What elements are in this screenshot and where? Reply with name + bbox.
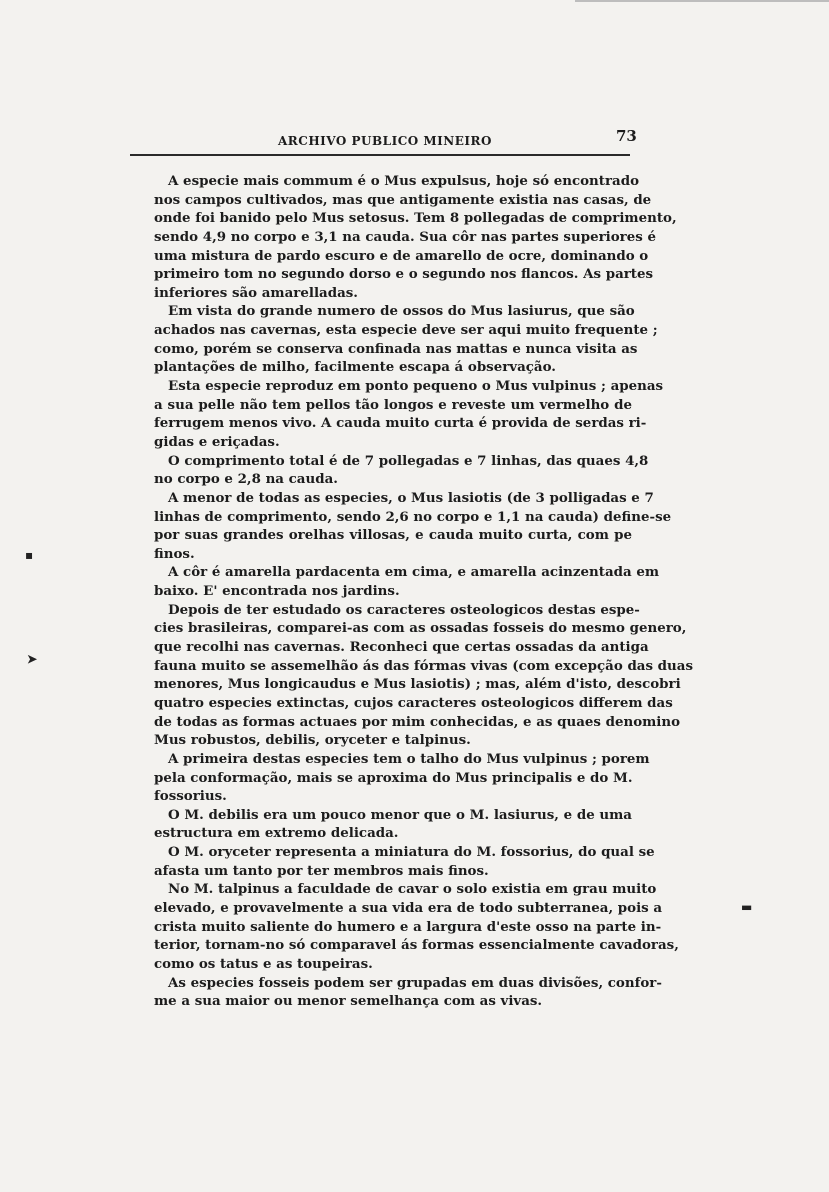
- text-line: plantações de milho, facilmente escapa á observação.: [154, 359, 556, 376]
- text-line: achados nas cavernas, esta especie deve ser aqui muito frequente ;: [154, 322, 658, 339]
- margin-dash-mark: ▬: [741, 900, 753, 914]
- text-line: fossorius.: [154, 788, 227, 805]
- text-line: O comprimento total é de 7 pollegadas e 7 linhas, das quaes 4,8: [168, 452, 649, 469]
- text-line: pela conformação, mais se aproxima do Mus principalis e do M.: [154, 769, 633, 786]
- text-line: O M. debilis era um pouco menor que o M. lasiurus, e de uma: [168, 806, 632, 823]
- text-line: sendo 4,9 no corpo e 3,1 na cauda. Sua côr nas partes superiores é: [154, 228, 656, 245]
- text-line: Depois de ter estudado os caracteres osteologicos destas espe-: [168, 601, 640, 618]
- running-title: ARCHIVO PUBLICO MINEIRO: [278, 134, 492, 148]
- text-line: Esta especie reproduz em ponto pequeno o Mus vulpinus ; apenas: [168, 378, 664, 395]
- text-line: Mus robustos, debilis, oryceter e talpinus.: [154, 732, 471, 749]
- text-line: elevado, e provavelmente a sua vida era de todo subterranea, pois a: [154, 899, 663, 916]
- text-line: inferiores são amarelladas.: [154, 284, 358, 301]
- text-line: como os tatus e as toupeiras.: [154, 955, 373, 972]
- text-line: por suas grandes orelhas villosas, e cauda muito curta, com pe: [154, 527, 632, 544]
- scan-edge-line: [575, 0, 829, 2]
- text-line: baixo. E' encontrada nos jardins.: [154, 583, 400, 600]
- text-line: primeiro tom no segundo dorso e o segundo nos flancos. As partes: [154, 266, 654, 283]
- text-line: onde foi banido pelo Mus setosus. Tem 8 pollegadas de comprimento,: [154, 210, 677, 227]
- text-line: fauna muito se assemelhão ás das fórmas vivas (com excepção das duas: [154, 657, 693, 674]
- text-line: cies brasileiras, comparei-as com as ossadas fosseis do mesmo genero,: [154, 620, 687, 637]
- text-line: finos.: [154, 545, 195, 562]
- text-line: A menor de todas as especies, o Mus lasiotis (de 3 polligadas e 7: [168, 489, 654, 506]
- text-line: No M. talpinus a faculdade de cavar o solo existia em grau muito: [168, 881, 657, 898]
- text-line: ferrugem menos vivo. A cauda muito curta é provida de serdas ri-: [154, 415, 647, 432]
- text-line: estructura em extremo delicada.: [154, 825, 399, 842]
- text-line: A especie mais commum é o Mus expulsus, hoje só encontrado: [168, 173, 640, 189]
- header-rule: [130, 154, 630, 156]
- text-line: As especies fosseis podem ser grupadas em duas divisões, confor-: [168, 974, 662, 991]
- text-line: A primeira destas especies tem o talho do Mus vulpinus ; porem: [168, 750, 650, 767]
- text-line: crista muito saliente do humero e a largura d'este osso na parte in-: [154, 918, 662, 935]
- body-text: [154, 172, 693, 1011]
- page-number: 73: [616, 127, 637, 145]
- text-line: Em vista do grande numero de ossos do Mus lasiurus, que são: [168, 303, 635, 320]
- text-line: uma mistura de pardo escuro e de amarello de ocre, dominando o: [154, 247, 649, 264]
- margin-arrow-mark: ➤: [27, 652, 38, 666]
- text-line: terior, tornam-no só comparavel ás formas essencialmente cavadoras,: [154, 937, 679, 954]
- margin-mark: ▪: [25, 548, 34, 562]
- text-line: gidas e eriçadas.: [154, 433, 280, 450]
- text-line: nos campos cultivados, mas que antigamente existia nas casas, de: [154, 191, 652, 208]
- text-line: a sua pelle não tem pellos tão longos e reveste um vermelho de: [154, 396, 632, 413]
- text-line: menores, Mus longicaudus e Mus lasiotis) ; mas, além d'isto, descobri: [154, 676, 681, 693]
- text-line: me a sua maior ou menor semelhança com as vivas.: [154, 993, 543, 1010]
- text-line: linhas de comprimento, sendo 2,6 no corpo e 1,1 na cauda) define-se: [154, 508, 672, 525]
- text-line: quatro especies extinctas, cujos caracteres osteologicos differem das: [154, 694, 673, 711]
- text-line: A côr é amarella pardacenta em cima, e amarella acinzentada em: [168, 564, 660, 581]
- text-line: de todas as formas actuaes por mim conhecidas, e as quaes denomino: [154, 713, 681, 730]
- text-line: O M. oryceter representa a miniatura do M. fossorius, do qual se: [168, 844, 655, 861]
- running-header: [130, 126, 640, 166]
- text-line: no corpo e 2,8 na cauda.: [154, 471, 338, 488]
- text-line: que recolhi nas cavernas. Reconheci que certas ossadas da antiga: [154, 639, 649, 656]
- text-line: afasta um tanto por ter membros mais finos.: [154, 862, 489, 879]
- text-line: como, porém se conserva confinada nas mattas e nunca visita as: [154, 340, 638, 357]
